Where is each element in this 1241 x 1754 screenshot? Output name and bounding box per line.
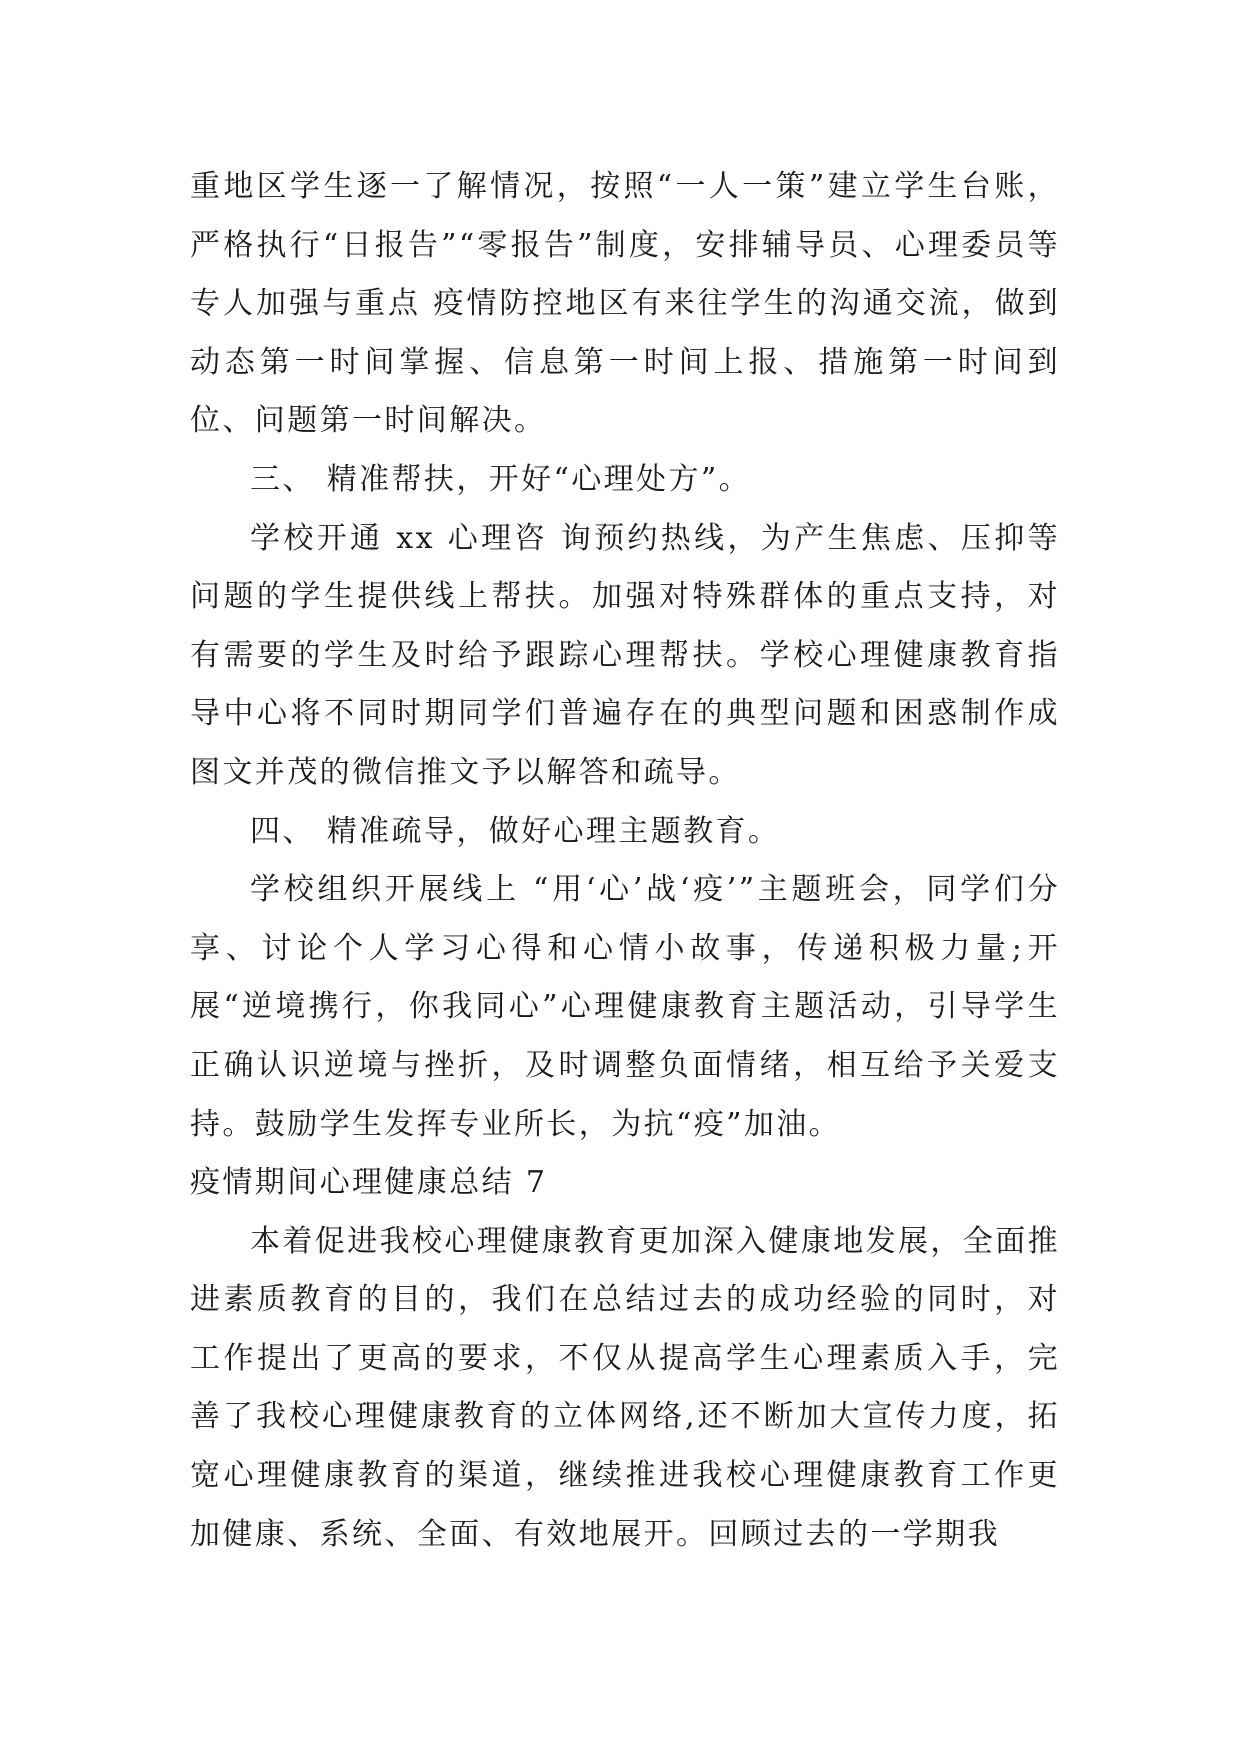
paragraph-section-4: 学校组织开展线上 “用‘心’战‘疫’”主题班会，同学们分享、讨论个人学习心得和心情小故事，传递积极力量;开展“逆境携行，你我同心”心理健康教育主题活动，引导学生正确认识逆境与挫折，及时调整负面情绪，相互给予关爱支持。鼓励学生发挥专业所长，为抗“疫”加油。 [190,872,1060,1142]
section-heading-4: 四、 精准疏导，做好心理主题教育。 [250,813,781,849]
document-body [190,158,1060,1564]
paragraph-section-3: 学校开通 xx 心理咨 询预约热线，为产生焦虑、压抑等问题的学生提供线上帮扶。加强对特殊群体的重点支持，对有需要的学生及时给予跟踪心理帮扶。学校心理健康教育指导中心将不同时期同学们普遍存在的典型问题和困惑制作成图文并茂的微信推文予以解答和疏导。 [190,520,1060,790]
paragraph-continuation: 重地区学生逐一了解情况，按照“一人一策”建立学生台账，严格执行“日报告”“零报告”制度，安排辅导员、心理委员等专人加强与重点 疫情防控地区有来往学生的沟通交流，做到动态第一时间掌握、信息第一时间上报、措施第一时间到位、问题第一时间解决。 [190,169,1060,439]
paragraph-intro: 本着促进我校心理健康教育更加深入健康地发展，全面推进素质教育的目的，我们在总结过去的成功经验的同时，对工作提出了更高的要求，不仅从提高学生心理素质入手，完善了我校心理健康教育的立体网络,还不断加大宣传力度，拓宽心理健康教育的渠道，继续推进我校心理健康教育工作更加健康、系统、全面、有效地展开。回顾过去的一学期我 [190,1223,1060,1552]
section-heading-3: 三、 精准帮扶，开好“心理处方”。 [250,461,752,497]
article-title: 疫情期间心理健康总结 7 [190,1165,548,1201]
